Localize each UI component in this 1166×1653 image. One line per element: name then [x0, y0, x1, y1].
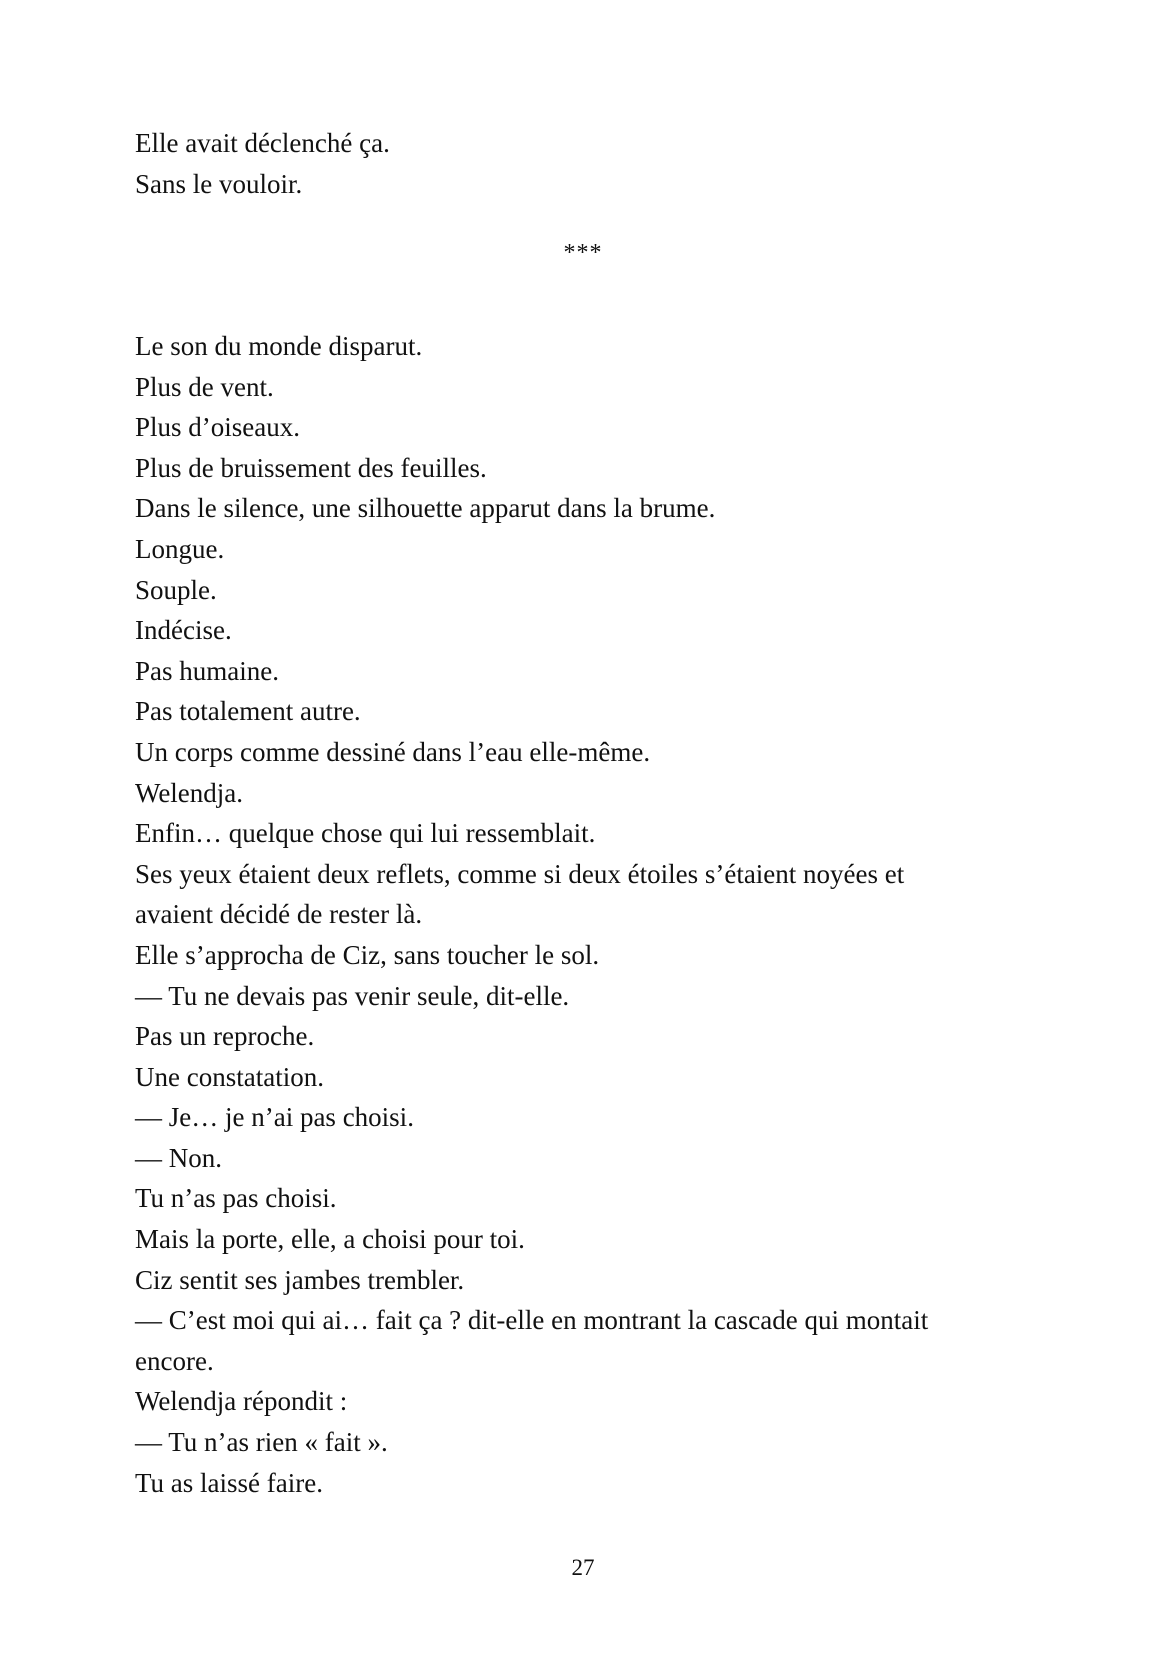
page-number: 27 [571, 1555, 595, 1580]
text-line: encore. [135, 1345, 214, 1376]
text-line: — C’est moi qui ai… fait ça ? dit-elle en montrant la cascade qui montait [135, 1305, 929, 1336]
text-line: Ciz sentit ses jambes trembler. [135, 1264, 465, 1295]
text-line: Mais la porte, elle, a choisi pour toi. [135, 1224, 525, 1255]
text-line: Souple. [135, 574, 217, 605]
main-text-block [135, 326, 1065, 1503]
text-line: Ses yeux étaient deux reflets, comme si deux étoiles s’étaient noyées et [135, 858, 905, 889]
text-line: — Tu ne devais pas venir seule, dit-elle. [135, 980, 570, 1011]
text-line: Longue. [135, 533, 225, 564]
text-line: Plus de vent. [135, 371, 274, 402]
text-line: Pas humaine. [135, 655, 279, 686]
text-line: Elle s’approcha de Ciz, sans toucher le sol. [135, 939, 600, 970]
text-line: — Tu n’as rien « fait ». [135, 1427, 388, 1458]
text-line: Plus d’oiseaux. [135, 412, 300, 443]
section-separator: *** [563, 240, 603, 266]
text-line: Un corps comme dessiné dans l’eau elle-même. [135, 736, 651, 767]
text-line: Indécise. [135, 615, 232, 646]
text-line: Une constatation. [135, 1061, 324, 1092]
text-line: Enfin… quelque chose qui lui ressemblait. [135, 818, 596, 849]
text-line: Plus de bruissement des feuilles. [135, 452, 487, 483]
text-line: Tu n’as pas choisi. [135, 1183, 337, 1214]
text-line: Welendja. [135, 777, 244, 808]
text-line: Pas un reproche. [135, 1021, 315, 1052]
text-line: Welendja répondit : [135, 1386, 348, 1417]
text-line: Pas totalement autre. [135, 696, 361, 727]
text-line: Dans le silence, une silhouette apparut dans la brume. [135, 493, 716, 524]
text-line: — Je… je n’ai pas choisi. [135, 1102, 414, 1133]
text-line: Tu as laissé faire. [135, 1467, 323, 1498]
text-line: avaient décidé de rester là. [135, 899, 423, 930]
text-line: — Non. [135, 1142, 222, 1173]
text-line: Elle avait déclenché ça. [135, 128, 390, 158]
text-line: Sans le vouloir. [135, 168, 303, 199]
text-line: Le son du monde disparut. [135, 331, 423, 361]
intro-text-block [135, 123, 1065, 204]
